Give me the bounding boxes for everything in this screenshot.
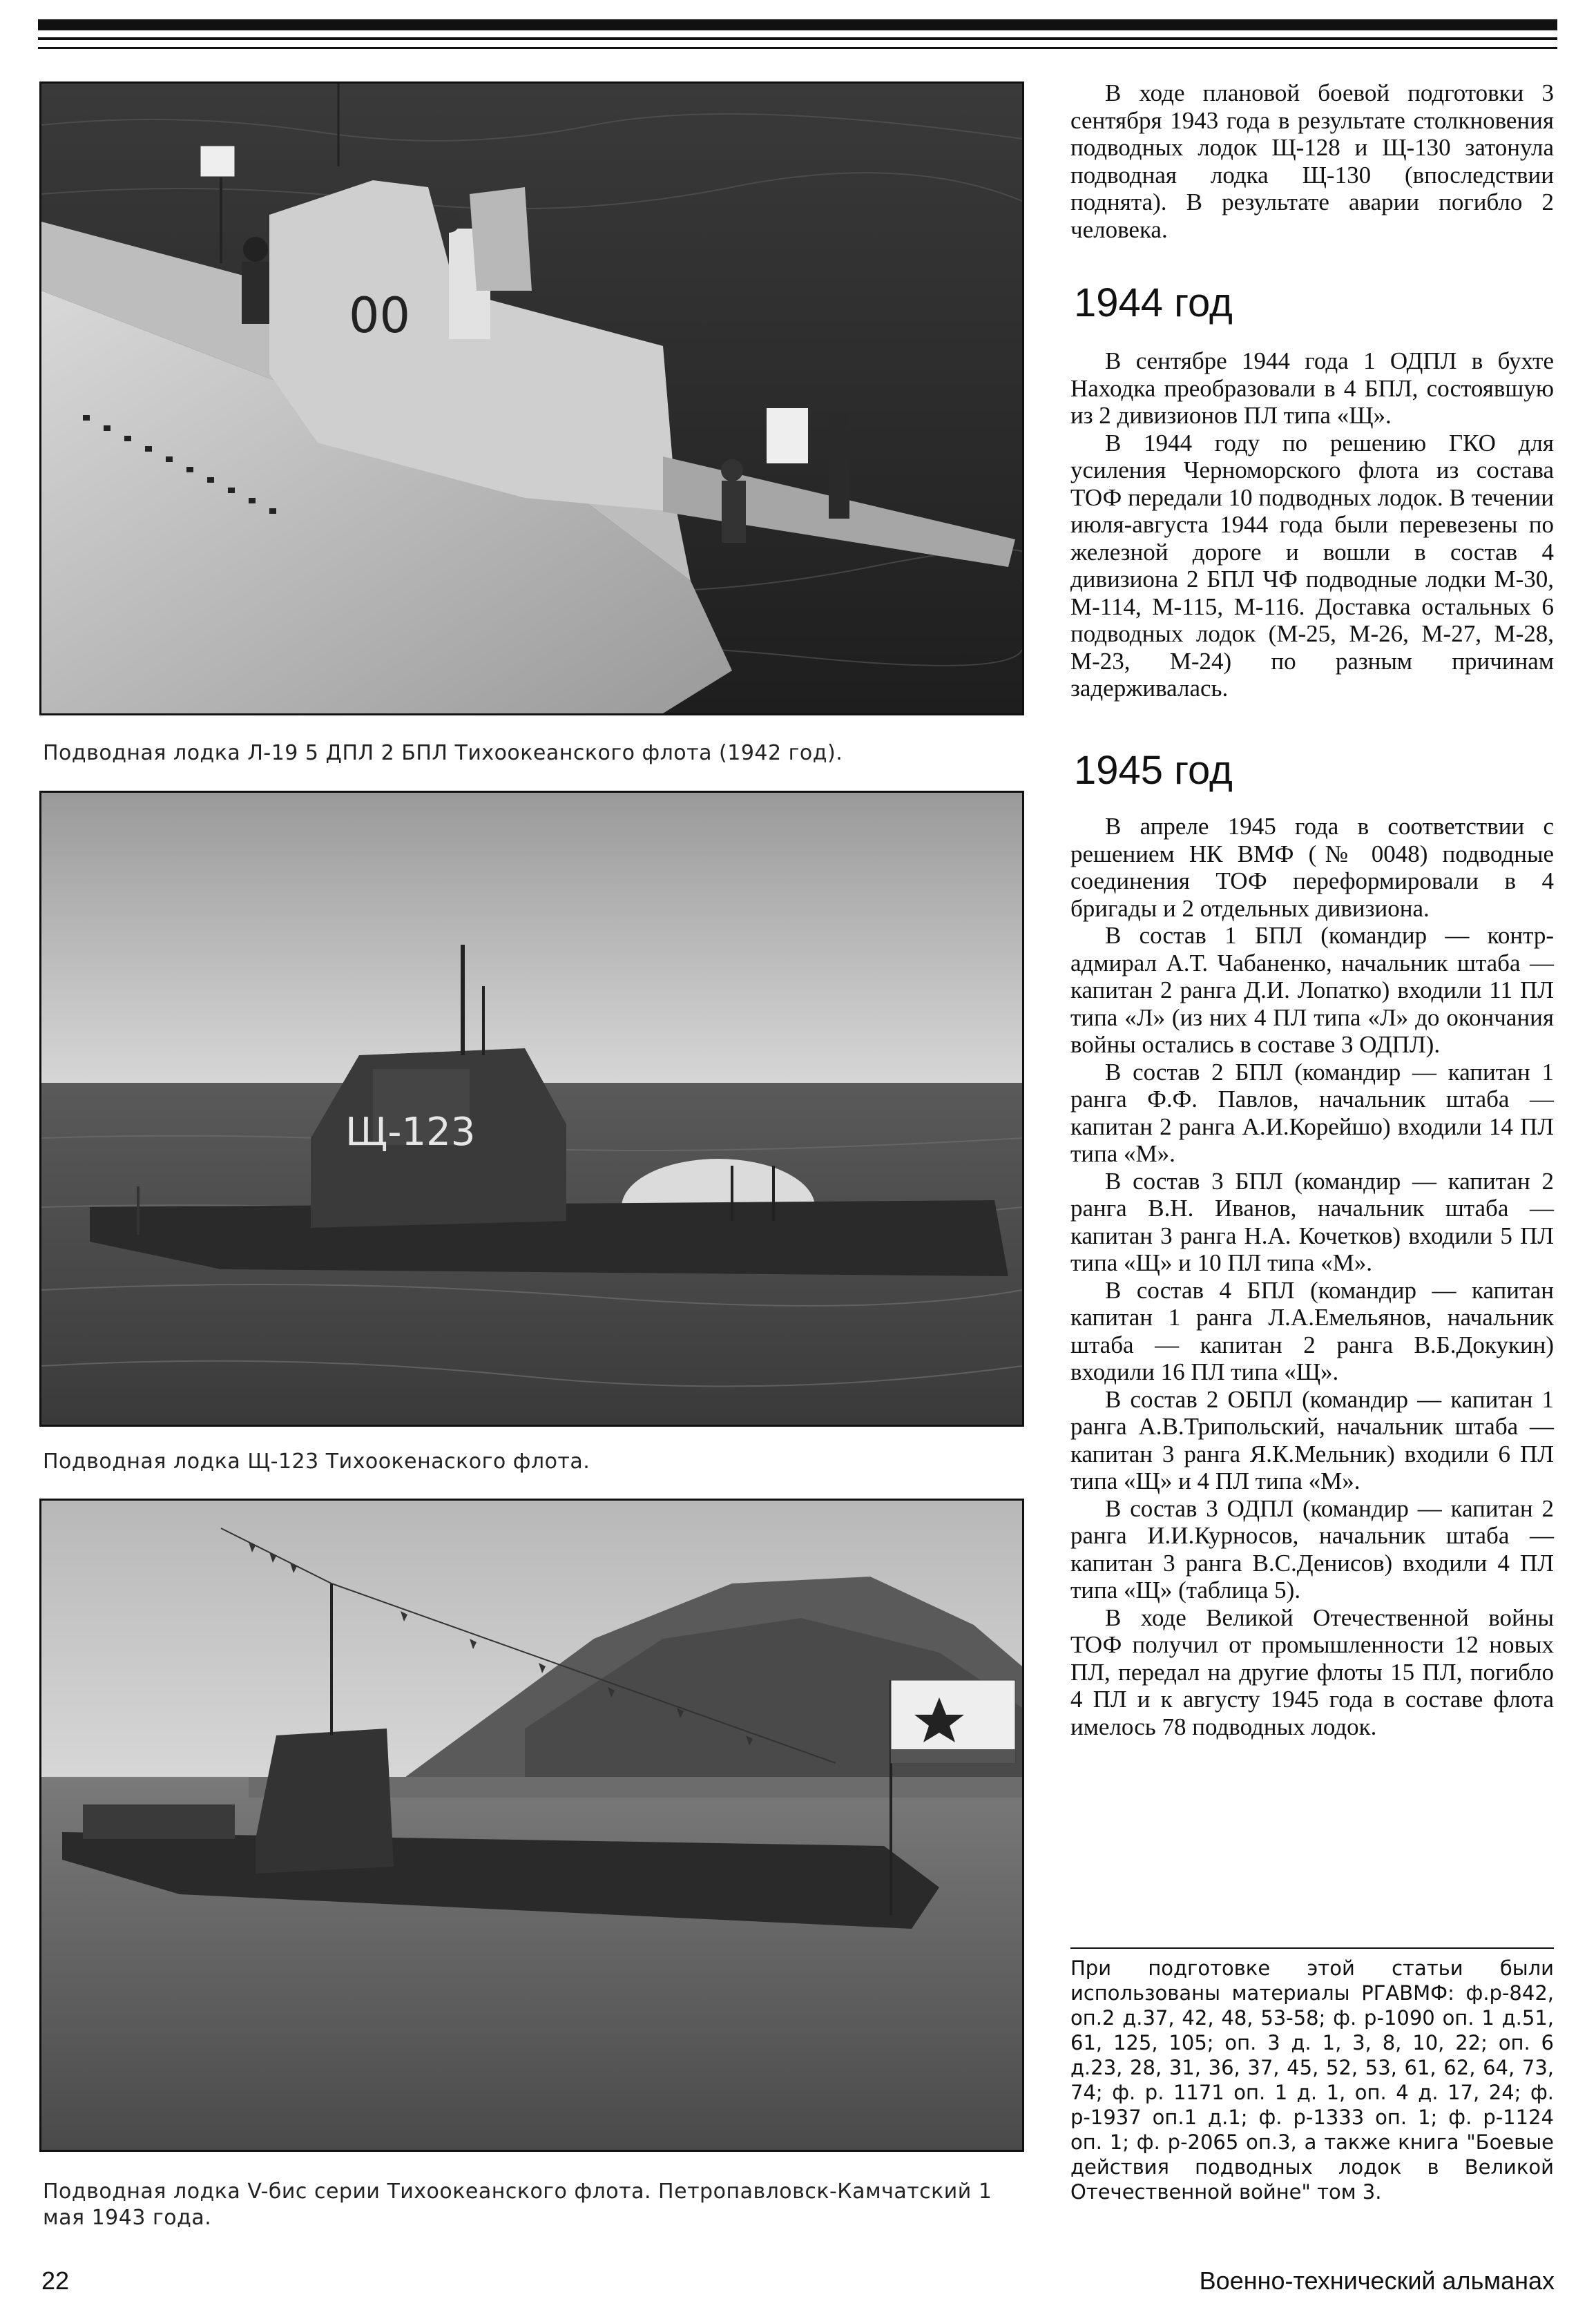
- section-1945: [1070, 813, 1554, 1740]
- photo2-hull-number: Щ-123: [345, 1110, 476, 1155]
- paragraph: В сентябре 1944 года 1 ОДПЛ в бухте Находка преобразовали в 4 БПЛ, состоявшую из 2 дивизионов ПЛ типа «Щ».: [1070, 347, 1554, 429]
- intro-paragraph: [1070, 79, 1554, 243]
- section-1944: [1070, 347, 1554, 702]
- paragraph: В состав 3 БПЛ (командир — капитан 2 ранга В.Н. Иванов, начальник штаба — капитан 3 ранга Н.А. Кочетков) входили 5 ПЛ типа «Щ» и 10 ПЛ типа «М».: [1070, 1167, 1554, 1276]
- sources-divider: [1070, 1947, 1554, 1949]
- paragraph: В состав 2 ОБПЛ (командир — капитан 1 ранга А.В.Трипольский, начальник штаба — капитан 3 ранга Я.К.Мельник) входили 6 ПЛ типа «Щ» и 4 ПЛ типа «М».: [1070, 1385, 1554, 1494]
- paragraph: В апреле 1945 года в соответствии с решением НК ВМФ (№ 0048) подводные соединения ТОФ переформировали в 4 бригады и 2 отдельных дивизиона.: [1070, 813, 1554, 922]
- heading-1945: 1945 год: [1074, 748, 1233, 793]
- paragraph: В состав 4 БПЛ (командир — капитан капитан 1 ранга Л.А.Емельянов, начальник штаба — капитан 2 ранга В.Б.Докукин) входили 16 ПЛ типа «Щ».: [1070, 1276, 1554, 1385]
- photo1-hull-number: 00: [349, 287, 411, 344]
- paragraph: В 1944 году по решению ГКО для усиления Черноморского флота из состава ТОФ передали 10 подводных лодок. В течении июля-августа 1944 года были перевезены по железной дороге и вошли в состав 4 дивизиона 2 БПЛ ЧФ подводные лодки М-30, М-114, М-115, М-116. Доставка остальных 6 подводных лодок (М-25, М-26, М-27, М-28, М-23, М-24) по разным причинам задерживалась.: [1070, 429, 1554, 702]
- photo1-caption: Подводная лодка Л-19 5 ДПЛ 2 БПЛ Тихоокеанского флота (1942 год).: [43, 741, 843, 765]
- paragraph: В состав 2 БПЛ (командир — капитан 1 ранга Ф.Ф. Павлов, начальник штаба — капитан 2 ранга А.И.Корейшо) входили 14 ПЛ типа «М».: [1070, 1058, 1554, 1167]
- header-rule-thin: [38, 37, 1557, 40]
- photo-submarine-v-bis: [39, 1499, 1024, 2152]
- heading-1944: 1944 год: [1074, 280, 1233, 325]
- publication-title: Военно-технический альманах: [1199, 2266, 1555, 2295]
- sources-note: При подготовке этой статьи были использованы материалы РГАВМФ: ф.р-842, оп.2 д.37, 42, 48, 53-58; ф. р-1090 оп. 1 д.51, 61, 125, 105; оп. 3 д. 1, 3, 8, 10, 22; оп. 6 д.23, 28, 31, 36, 37, 45, 52, 53, 61, 62, 64, 73, 74; ф. р. 1171 оп. 1 д. 1, оп. 4 д. 17, 24; ф. р-1937 оп.1 д.1; ф. р-1333 оп. 1; ф. р-1124 оп. 1; ф. р-2065 оп.3, а также книга "Боевые действия подводных лодок в Великой Отечественной войне" том 3.: [1070, 1956, 1554, 2204]
- intro-text: В ходе плановой боевой подготовки 3 сентября 1943 года в результате столкновения подводных лодок Щ-128 и Щ-130 затонула подводная лодка Щ-130 (впоследствии поднята). В результате аварии погибло 2 человека.: [1070, 79, 1554, 243]
- page-number: 22: [41, 2266, 70, 2295]
- photo-submarine-l19: [39, 81, 1024, 715]
- photo-submarine-shch123: [39, 791, 1024, 1427]
- header-rule-thick: [38, 19, 1557, 30]
- paragraph: В состав 1 БПЛ (командир — контр-адмирал А.Т. Чабаненко, начальник штаба — капитан 2 ранга Д.И. Лопатко) входили 11 ПЛ типа «Л» (из них 4 ПЛ типа «Л» до окончания войны остались в составе 3 ОДПЛ).: [1070, 922, 1554, 1058]
- header-rule-thin-2: [38, 47, 1557, 49]
- paragraph: В состав 3 ОДПЛ (командир — капитан 2 ранга И.И.Курносов, начальник штаба — капитан 3 ранга В.С.Денисов) входили 4 ПЛ типа «Щ» (таблица 5).: [1070, 1494, 1554, 1604]
- paragraph: В ходе Великой Отечественной войны ТОФ получил от промышленности 12 новых ПЛ, передал на другие флоты 15 ПЛ, погибло 4 ПЛ и к августу 1945 года в составе флота имелось 78 подводных лодок.: [1070, 1604, 1554, 1740]
- photo2-caption: Подводная лодка Щ-123 Тихоокенаского флота.: [43, 1450, 590, 1474]
- photo3-caption: Подводная лодка V-бис серии Тихоокеанского флота. Петропавловск-Камчатский 1 мая 1943 года.: [43, 2179, 992, 2230]
